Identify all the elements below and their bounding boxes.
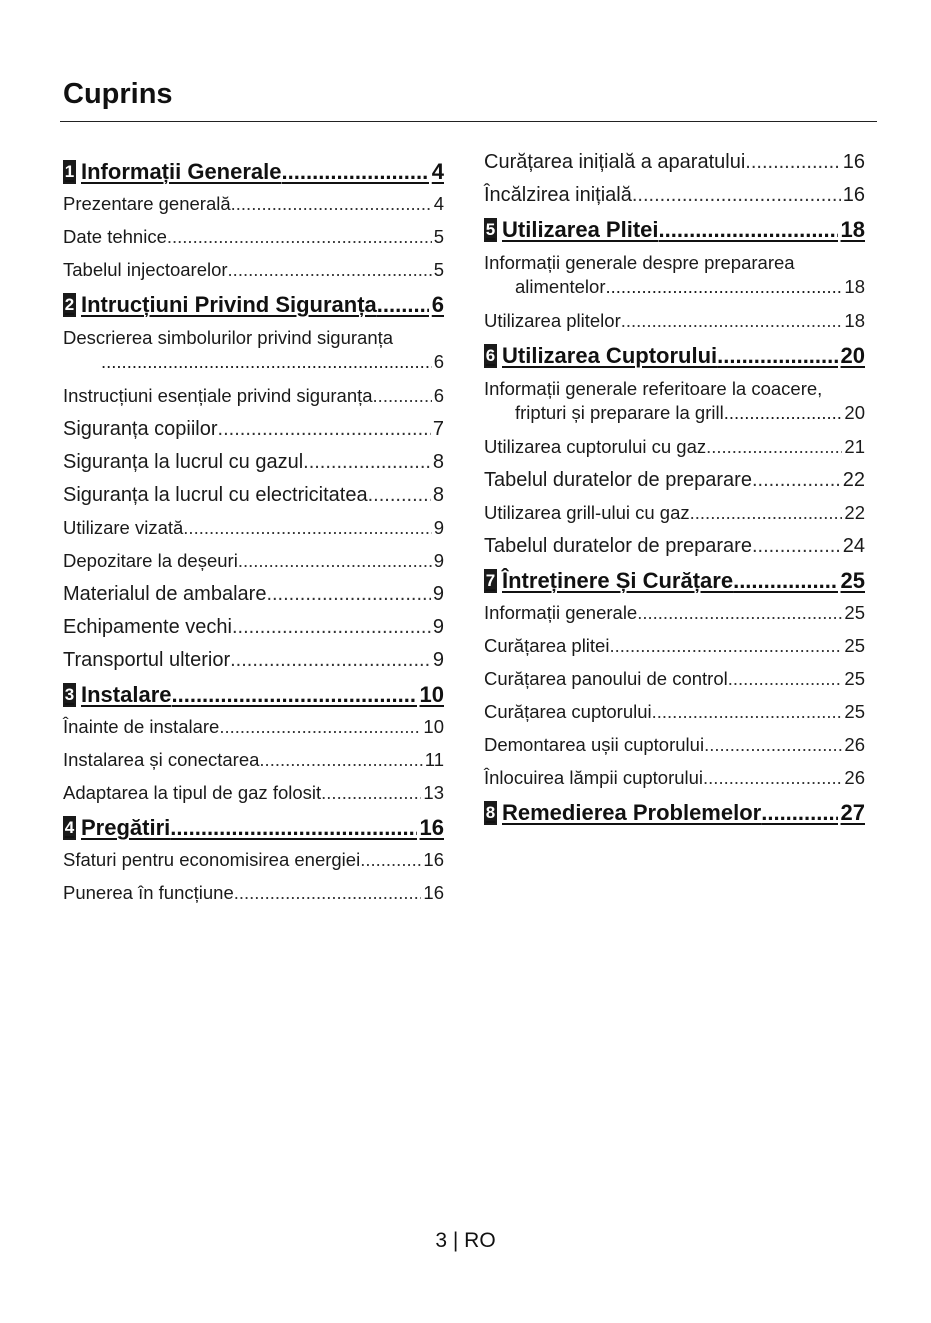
page-title: Cuprins [63, 78, 173, 110]
toc-entry[interactable] [63, 749, 444, 771]
toc-entry[interactable] [63, 782, 444, 804]
section-page-number: 20 [840, 343, 865, 368]
leader-dots [303, 451, 431, 473]
leader-dots [728, 668, 843, 690]
leader-dots [652, 701, 843, 723]
section-title: Utilizarea Cuptorului [502, 343, 718, 368]
entry-page-number: 9 [433, 550, 444, 571]
entry-label: Curățarea plitei [484, 635, 610, 656]
leader-dots [219, 716, 421, 738]
leader-dots [606, 275, 843, 299]
entry-label: Utilizarea plitelor [484, 310, 621, 331]
leader-dots [761, 800, 837, 826]
section-title: Remedierea Problemelor [502, 800, 762, 825]
leader-dots [706, 436, 842, 458]
toc-entry[interactable] [63, 484, 444, 506]
entry-label: Utilizarea cuptorului cu gaz [484, 436, 707, 457]
entry-label: Siguranța la lucrul cu gazul [63, 451, 304, 473]
entry-page-number: 26 [844, 734, 865, 755]
entry-page-number: 25 [844, 668, 865, 689]
leader-dots [170, 815, 416, 841]
toc-entry[interactable] [63, 517, 444, 539]
entry-label: Siguranța copiilor [63, 418, 218, 440]
section-title: Informații Generale [81, 159, 282, 184]
entry-label: Punerea în funcțiune [63, 882, 234, 903]
toc-entry[interactable] [63, 583, 444, 605]
toc-section-7[interactable] [484, 568, 865, 594]
toc-entry[interactable] [484, 535, 865, 557]
leader-dots [637, 602, 842, 624]
entry-page-number: 25 [844, 602, 865, 623]
entry-label: Utilizare vizată [63, 517, 184, 538]
entry-label: Încălzirea inițială [484, 184, 632, 206]
entry-page-number: 13 [423, 782, 444, 803]
toc-entry[interactable] [63, 385, 444, 407]
leader-dots [752, 535, 841, 557]
toc-left-column [63, 155, 444, 915]
entry-label: Curățarea cuptorului [484, 701, 652, 722]
entry-page-number: 20 [844, 402, 865, 423]
entry-label: Instalarea și conectarea [63, 749, 260, 770]
leader-dots [733, 568, 837, 594]
toc-entry[interactable] [63, 226, 444, 248]
toc-right-column [484, 151, 865, 834]
entry-page-number: 16 [842, 184, 865, 206]
section-page-number: 27 [840, 800, 865, 825]
section-number-badge: 4 [63, 816, 76, 840]
entry-page-number: 9 [432, 616, 444, 638]
entry-label: Transportul ulterior [63, 649, 231, 671]
section-number-badge: 6 [484, 344, 497, 368]
leader-dots [373, 385, 432, 407]
toc-entry[interactable] [63, 550, 444, 572]
toc-entry[interactable] [484, 469, 865, 491]
toc-entry[interactable] [63, 326, 444, 374]
section-number-badge: 3 [63, 683, 76, 707]
entry-page-number: 16 [842, 151, 865, 173]
entry-label: Sfaturi pentru economisirea energiei [63, 849, 361, 870]
leader-dots [218, 418, 431, 440]
toc-entry[interactable] [63, 451, 444, 473]
toc-entry[interactable] [484, 184, 865, 206]
toc-entry[interactable] [484, 734, 865, 756]
toc-entry[interactable] [484, 635, 865, 657]
section-number-badge: 8 [484, 801, 497, 825]
leader-dots [282, 159, 429, 185]
section-page-number: 4 [431, 159, 444, 184]
entry-label: Curățarea inițială a aparatului [484, 151, 746, 173]
entry-page-number: 16 [423, 882, 444, 903]
toc-section-4[interactable] [63, 815, 444, 841]
leader-dots [238, 550, 432, 572]
entry-page-number: 24 [842, 535, 865, 557]
entry-label: Informații generale [484, 602, 638, 623]
toc-entry[interactable] [484, 436, 865, 458]
entry-label: Materialul de ambalare [63, 583, 267, 605]
leader-dots [377, 292, 429, 318]
entry-label: Înlocuirea lămpii cuptorului [484, 767, 704, 788]
section-page-number: 18 [840, 217, 865, 242]
leader-dots [234, 882, 422, 904]
leader-dots [745, 151, 840, 173]
entry-page-number: 9 [433, 517, 444, 538]
leader-dots [232, 616, 431, 638]
toc-entry[interactable] [484, 701, 865, 723]
leader-dots [704, 734, 842, 756]
toc-entry[interactable] [63, 649, 444, 671]
entry-page-number: 8 [432, 451, 444, 473]
entry-page-number: 25 [844, 701, 865, 722]
entry-page-number: 9 [432, 583, 444, 605]
leader-dots [703, 767, 842, 789]
section-number-badge: 7 [484, 569, 497, 593]
entry-label-continued: alimentelor [515, 276, 606, 297]
entry-label: Instrucțiuni esențiale privind siguranța [63, 385, 373, 406]
toc-entry[interactable] [63, 418, 444, 440]
leader-dots [259, 749, 422, 771]
toc-section-6[interactable] [484, 343, 865, 369]
section-page-number: 16 [419, 815, 444, 840]
leader-dots [690, 502, 843, 524]
leader-dots [101, 350, 432, 374]
entry-label: Înainte de instalare [63, 716, 220, 737]
entry-page-number: 10 [423, 716, 444, 737]
section-number-badge: 5 [484, 218, 497, 242]
toc-section-3[interactable] [63, 682, 444, 708]
toc-entry[interactable] [484, 377, 865, 425]
entry-page-number: 7 [432, 418, 444, 440]
leader-dots [659, 217, 838, 243]
entry-label: Demontarea ușii cuptorului [484, 734, 705, 755]
toc-entry[interactable] [63, 259, 444, 281]
entry-label: Informații generale despre prepararea [484, 252, 795, 273]
leader-dots [360, 849, 421, 871]
page-footer: 3 | RO [435, 1229, 496, 1252]
toc-entry[interactable] [484, 602, 865, 624]
leader-dots [228, 259, 432, 281]
entry-label: Informații generale referitoare la coacere, [484, 378, 823, 399]
entry-label: Tabelul injectoarelor [63, 259, 228, 280]
toc-entry[interactable] [484, 502, 865, 524]
toc-entry[interactable] [484, 767, 865, 789]
entry-label: Prezentare generală [63, 193, 231, 214]
section-number-badge: 1 [63, 160, 76, 184]
toc-entry[interactable] [63, 882, 444, 904]
section-title: Intrucțiuni Privind Siguranța [81, 292, 377, 317]
entry-label-continued: fripturi și preparare la grill [515, 402, 724, 423]
toc-entry[interactable] [63, 193, 444, 215]
leader-dots [752, 469, 841, 491]
leader-dots [368, 484, 431, 506]
entry-page-number: 18 [844, 310, 865, 331]
entry-page-number: 21 [844, 436, 865, 457]
entry-label: Adaptarea la tipul de gaz folosit [63, 782, 322, 803]
leader-dots [172, 682, 417, 708]
entry-label: Tabelul duratelor de preparare [484, 469, 752, 491]
toc-entry[interactable] [484, 668, 865, 690]
section-page-number: 6 [431, 292, 444, 317]
toc-entry[interactable] [63, 716, 444, 738]
entry-label: Curățarea panoului de control [484, 668, 728, 689]
entry-page-number: 26 [844, 767, 865, 788]
entry-label: Date tehnice [63, 226, 167, 247]
leader-dots [621, 310, 843, 332]
entry-label: Depozitare la deșeuri [63, 550, 238, 571]
entry-label: Tabelul duratelor de preparare [484, 535, 752, 557]
leader-dots [183, 517, 431, 539]
section-number-badge: 2 [63, 293, 76, 317]
entry-page-number: 9 [432, 649, 444, 671]
entry-label: Descrierea simbolurilor privind siguranța [63, 327, 394, 348]
entry-page-number: 18 [844, 276, 865, 297]
entry-page-number: 22 [842, 469, 865, 491]
title-divider [60, 121, 877, 122]
entry-page-number: 8 [432, 484, 444, 506]
leader-dots [167, 226, 432, 248]
leader-dots [609, 635, 842, 657]
toc-entry[interactable] [484, 310, 865, 332]
entry-page-number: 16 [423, 849, 444, 870]
entry-page-number: 4 [433, 193, 444, 214]
leader-dots [717, 343, 837, 369]
toc-entry[interactable] [484, 251, 865, 299]
toc-entry[interactable] [484, 151, 865, 173]
leader-dots [231, 193, 432, 215]
section-title: Instalare [81, 682, 172, 707]
toc-section-1[interactable] [63, 159, 444, 185]
toc-section-5[interactable] [484, 217, 865, 243]
section-page-number: 25 [840, 568, 865, 593]
entry-page-number: 5 [433, 259, 444, 280]
entry-page-number: 22 [844, 502, 865, 523]
section-title: Utilizarea Plitei [502, 217, 659, 242]
entry-page-number: 11 [424, 749, 444, 770]
entry-page-number: 5 [433, 226, 444, 247]
section-title: Întreținere Și Curățare [502, 568, 734, 593]
entry-page-number: 6 [433, 385, 444, 406]
entry-label: Utilizarea grill-ului cu gaz [484, 502, 690, 523]
toc-entry[interactable] [63, 849, 444, 871]
leader-dots [724, 401, 843, 425]
entry-page-number: 6 [433, 351, 444, 372]
leader-dots [321, 782, 421, 804]
leader-dots [230, 649, 431, 671]
toc-section-8[interactable] [484, 800, 865, 826]
leader-dots [632, 184, 841, 206]
toc-section-2[interactable] [63, 292, 444, 318]
toc-entry[interactable] [63, 616, 444, 638]
leader-dots [266, 583, 430, 605]
section-title: Pregătiri [81, 815, 171, 840]
entry-page-number: 25 [844, 635, 865, 656]
entry-label: Siguranța la lucrul cu electricitatea [63, 484, 368, 506]
section-page-number: 10 [419, 682, 444, 707]
entry-label: Echipamente vechi [63, 616, 232, 638]
